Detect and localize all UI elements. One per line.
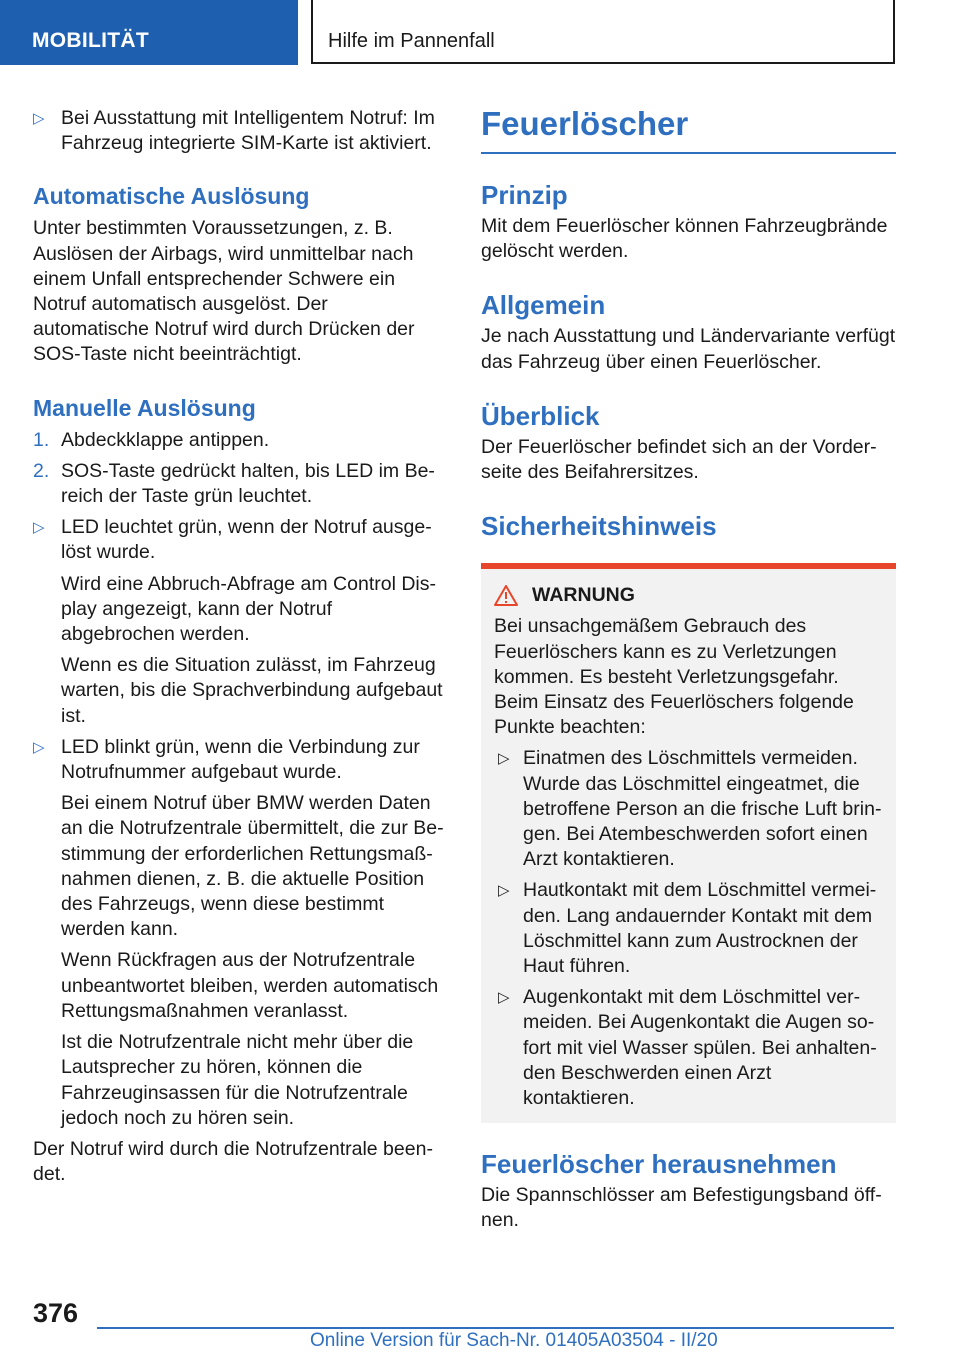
triangle-bullet-icon: ▷ <box>498 882 510 900</box>
paragraph: Je nach Ausstattung und Ländervariante verfügt das Fahrzeug über einen Feuerlöscher. <box>481 325 896 373</box>
list-item <box>33 515 448 729</box>
list-item <box>33 106 448 156</box>
warning-box <box>481 569 896 1123</box>
paragraph: Der Feuerlöscher befindet sich an der Vorderseite des Beifahrersitzes. <box>481 435 877 484</box>
step-text: Abdeckklappe antippen. <box>61 428 270 451</box>
triangle-bullet-icon: ▷ <box>33 519 45 537</box>
warning-label: WARNUNG <box>532 584 635 607</box>
footer-online-version: Online Version für Sach-Nr. 01405A03504 - II/20 <box>310 1330 718 1351</box>
paragraph: Die Spannschlösser am Befestigungsband öffnen. <box>481 1184 882 1232</box>
list-item <box>488 878 882 979</box>
triangle-bullet-icon: ▷ <box>33 738 45 756</box>
warning-triangle-icon <box>494 585 518 606</box>
paragraph: Unter bestimmten Voraussetzungen, z. B. Auslösen der Airbags, wird unmittelbar nach einem Unfall entsprechender Schwere ein Notruf automatisch ausgelöst. Der automatische Notruf wird durch Drücken der SOS-Taste nicht beeinträchtigt. <box>33 217 415 366</box>
step-number: 1. <box>33 428 50 451</box>
section-tab: MOBILITÄT <box>0 0 298 65</box>
triangle-bullet-icon: ▷ <box>498 750 510 768</box>
bullet-continuation: Wird eine Abbruch-Abfrage am Control Display angezeigt, kann der Notruf abgebrochen werden. <box>61 572 436 646</box>
bullet-continuation: Ist die Notrufzentrale nicht mehr über die Lautsprecher zu hören, können die Fahrzeuginsassen für die Notrufzentrale jedoch noch zu hören sein. <box>61 1031 414 1129</box>
triangle-bullet-icon: ▷ <box>33 110 45 127</box>
step-item <box>33 459 448 509</box>
subsection-heading: Feuerlöscher herausnehmen <box>481 1149 837 1180</box>
page-number: 376 <box>33 1298 79 1328</box>
step-number: 2. <box>33 459 50 482</box>
warning-header <box>488 583 882 608</box>
bullet-text: LED blinkt grün, wenn die Verbindung zur Notrufnummer aufgebaut wurde. <box>61 735 420 784</box>
list-item <box>33 735 448 1131</box>
bullet-continuation: Bei einem Notruf über BMW werden Daten an die Notrufzentrale übermittelt, die zur Bestimmung der erforderlichen Rettungsmaßnahmen dienen, z. B. die aktuelle Position des Fahrzeugs, wenn diese bestimmt werden kann. <box>61 792 444 941</box>
left-column <box>33 100 448 1187</box>
section-heading: Manuelle Auslösung <box>33 394 256 421</box>
section-heading: Automatische Auslösung <box>33 183 310 210</box>
warning-text: Bei unsachgemäßem Gebrauch des Feuerlöschers kann es zu Verletzungen kommen. Es besteht Verletzungsgefahr. Beim Einsatz des Feuerlöschers folgende Punkte beachten: <box>494 615 854 739</box>
subsection-heading: Überblick <box>481 400 600 431</box>
list-item <box>488 985 882 1111</box>
subsection-heading: Allgemein <box>481 290 606 321</box>
bullet-continuation: Wenn es die Situation zulässt, im Fahrzeug warten, bis die Sprachverbindung aufgebaut ist. <box>61 654 443 727</box>
right-column <box>481 100 896 1234</box>
triangle-bullet-icon: ▷ <box>498 989 510 1007</box>
bullet-text: LED leuchtet grün, wenn der Notruf ausgelöst wurde. <box>61 516 432 564</box>
paragraph: Der Notruf wird durch die Notrufzentrale beendet. <box>33 1137 433 1186</box>
subsection-heading: Sicherheitshinweis <box>481 511 717 542</box>
bullet-text: Einatmen des Löschmittels vermeiden. Wurde das Löschmittel eingeatmet, die betroffene Person an die frische Luft bringen. Bei Atembeschwerden sofort einen Arzt kontaktieren. <box>523 747 882 871</box>
footer-divider <box>97 1327 894 1329</box>
subsection-heading: Prinzip <box>481 180 568 210</box>
page-header <box>0 0 960 66</box>
bullet-continuation: Wenn Rückfragen aus der Notrufzentrale unbeantwortet bleiben, werden automatisch Rettungsmaßnahmen veranlasst. <box>61 949 439 1022</box>
list-item <box>488 746 882 872</box>
bullet-text: Bei Ausstattung mit Intelligentem Notruf: Im Fahrzeug integrierte SIM-Karte ist aktiviert. <box>61 107 435 155</box>
bullet-text: Augenkontakt mit dem Löschmittel vermeiden. Bei Augenkontakt die Augen sofort mit viel Wasser spülen. Bei anhaltenden Beschwerden einen Arzt kontaktieren. <box>523 986 877 1110</box>
page-title: Feuerlöscher <box>481 104 896 154</box>
paragraph: Mit dem Feuerlöscher können Fahrzeugbrände gelöscht werden. <box>481 215 888 263</box>
step-item <box>33 428 448 453</box>
chapter-tab: Hilfe im Pannenfall <box>311 0 895 64</box>
step-text: SOS-Taste gedrückt halten, bis LED im Bereich der Taste grün leuchtet. <box>61 459 435 508</box>
bullet-text: Hautkontakt mit dem Löschmittel vermeiden. Lang andauernder Kontakt mit dem Löschmittel kann zum Austrocknen der Haut führen. <box>523 879 877 978</box>
